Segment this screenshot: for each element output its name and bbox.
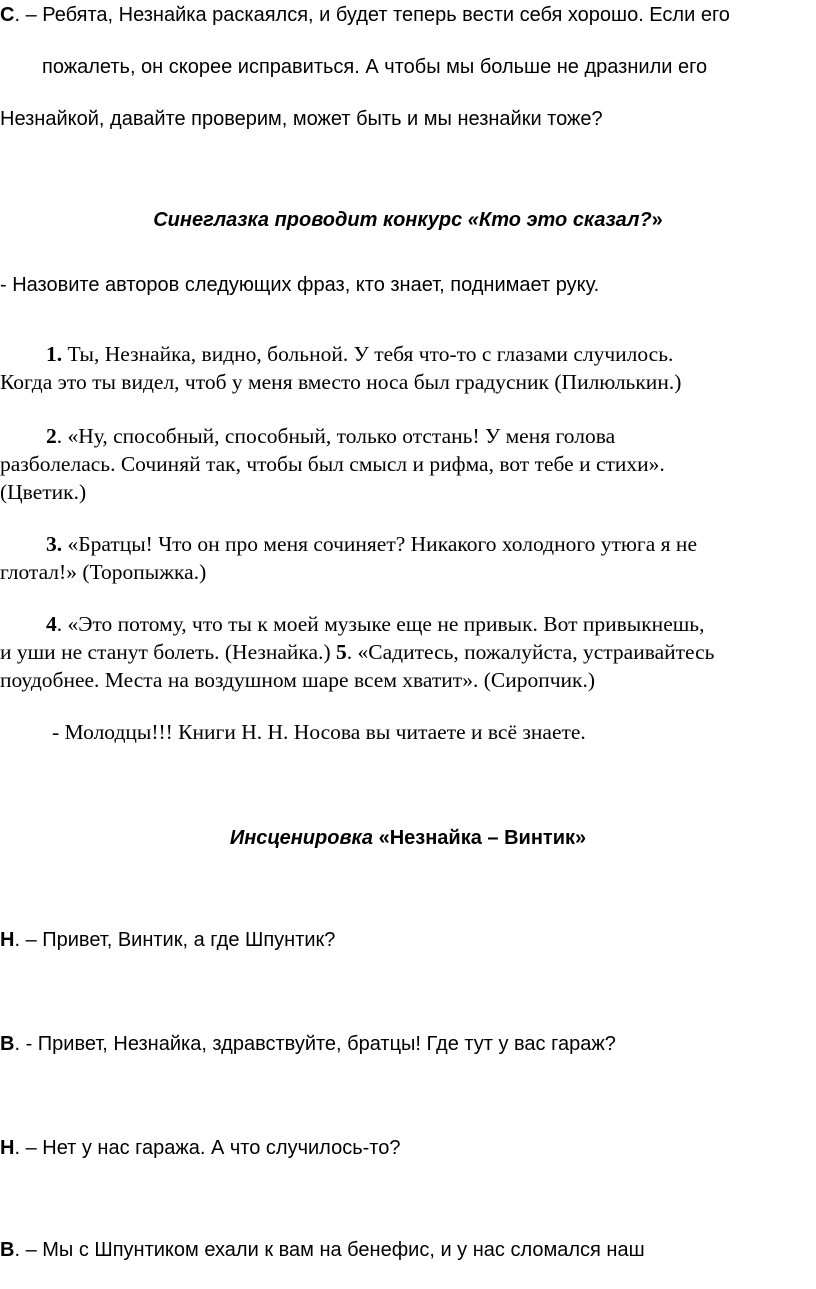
quote-1-line-1: 1. Ты, Незнайка, видно, больной. У тебя что-то с глазами случилось. <box>46 342 674 366</box>
dialogue-line-1: Н. – Привет, Винтик, а где Шпунтик? <box>0 929 336 951</box>
quote-1-line-2: Когда это ты видел, чтоб у меня вместо носа был градусник (Пилюлькин.) <box>0 370 682 394</box>
speaker-label: В <box>0 1033 15 1055</box>
contest-title: Синеглазка проводит конкурс «Кто это сказал?» <box>153 209 663 231</box>
quote-3-line-2: глотал!» (Торопыжка.) <box>0 560 207 584</box>
quote-2-line-3: (Цветик.) <box>0 480 87 504</box>
intro-line-1: С. – Ребята, Незнайка раскаялся, и будет теперь вести себя хорошо. Если его <box>0 4 730 26</box>
praise-line: - Молодцы!!! Книги Н. Н. Носова вы читаете и всё знаете. <box>52 720 586 744</box>
quote-2-line-2: разболелась. Сочиняй так, чтобы был смысл и рифма, вот тебе и стихи». <box>0 452 665 476</box>
speaker-label: С <box>0 4 15 26</box>
quote-4-line-2: и уши не станут болеть. (Незнайка.) 5. «Садитесь, пожалуйста, устраивайтесь <box>0 640 715 664</box>
contest-instruction: - Назовите авторов следующих фраз, кто знает, поднимает руку. <box>0 274 600 296</box>
intro-line-3: Незнайкой, давайте проверим, может быть и мы незнайки тоже? <box>0 108 603 130</box>
quote-number: 5 <box>336 640 347 664</box>
dialogue-line-4: В. – Мы с Шпунтиком ехали к вам на бенефис, и у нас сломался наш <box>0 1239 645 1261</box>
intro-line-2: пожалеть, он скорее исправиться. А чтобы мы больше не дразнили его <box>42 56 708 78</box>
speaker-label: Н <box>0 929 15 951</box>
quote-number: 3. <box>46 532 63 556</box>
quote-3-line-1: 3. «Братцы! Что он про меня сочиняет? Никакого холодного утюга я не <box>46 532 697 556</box>
quote-number: 2 <box>46 424 57 448</box>
quote-number: 1. <box>46 342 63 366</box>
quote-5-line-2: поудобнее. Места на воздушном шаре всем хватит». (Сиропчик.) <box>0 668 596 692</box>
scene-title: Инсценировка «Незнайка – Винтик» <box>229 827 587 849</box>
quote-2-line-1: 2. «Ну, способный, способный, только отстань! У меня голова <box>46 424 616 448</box>
quote-4-line-1: 4. «Это потому, что ты к моей музыке еще не привык. Вот привыкнешь, <box>46 612 705 636</box>
speaker-label: В <box>0 1239 15 1261</box>
quote-number: 4 <box>46 612 57 636</box>
dialogue-line-2: В. - Привет, Незнайка, здравствуйте, братцы! Где тут у вас гараж? <box>0 1033 616 1055</box>
speaker-label: Н <box>0 1137 15 1159</box>
dialogue-line-3: Н. – Нет у нас гаража. А что случилось-то? <box>0 1137 401 1159</box>
